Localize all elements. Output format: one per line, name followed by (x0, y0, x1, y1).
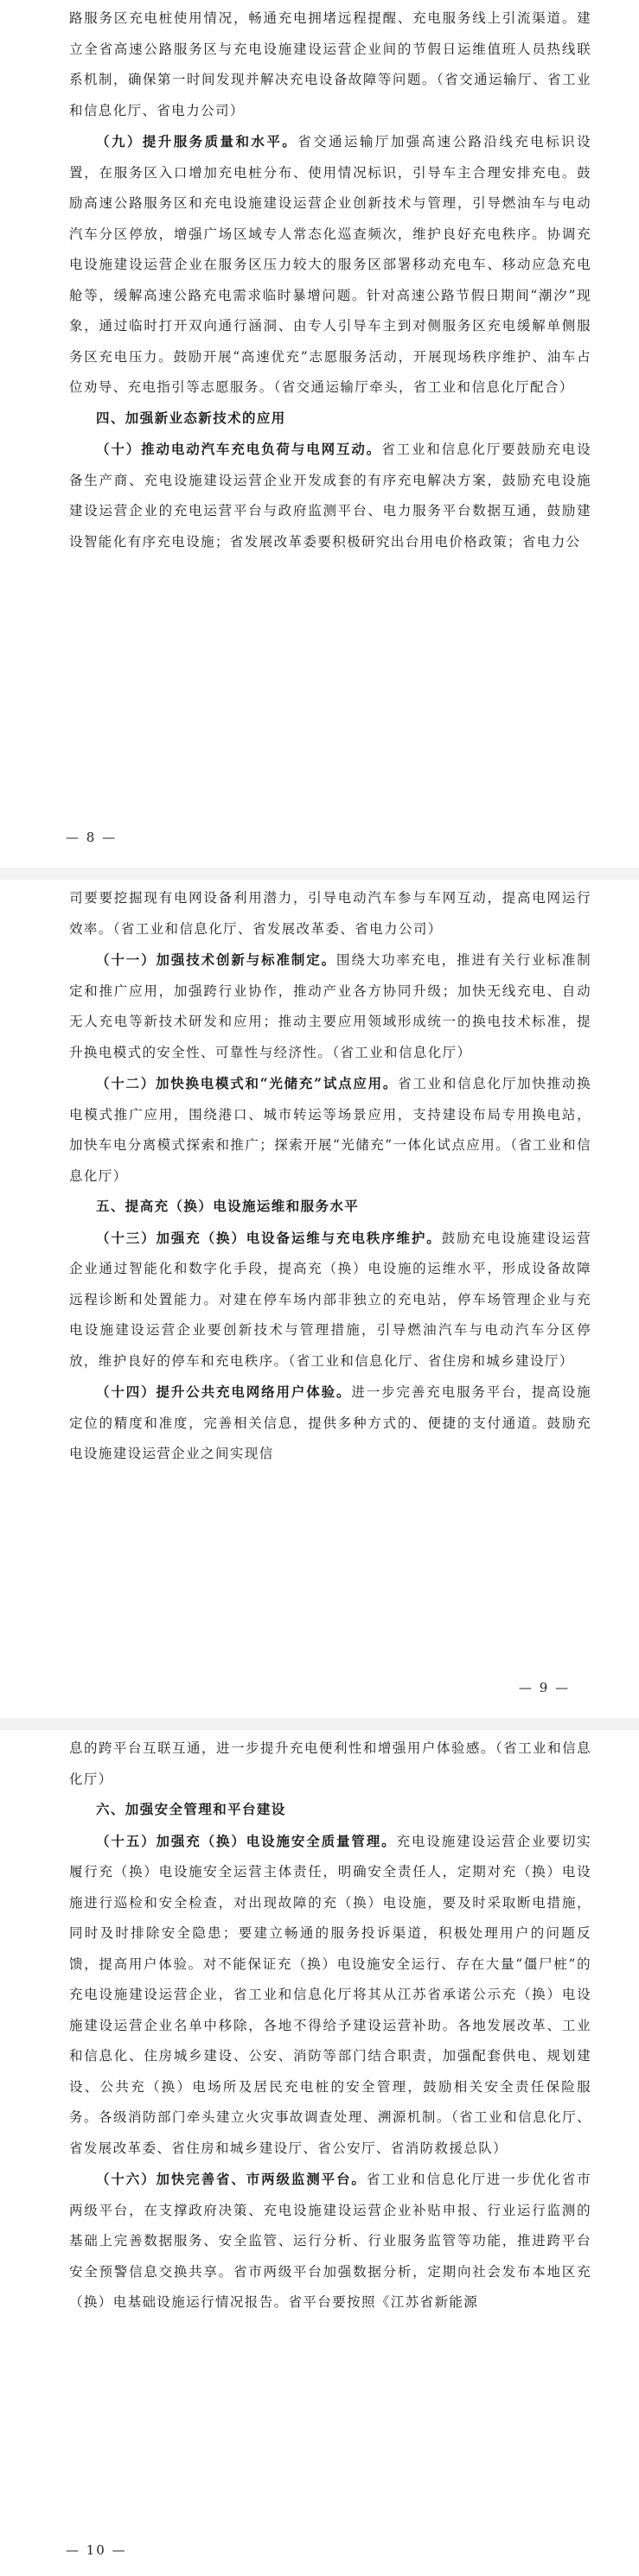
item-text: 鼓励充电设施建设运营企业通过智能化和数字化手段，提高充（换）电设施的运维水平，形成设备故障远程诊断和处置能力。对建在停车场内部非独立的充电站，停车场管理企业与充电设施建设运营企业要创新技术与管理措施，引导燃油汽车与电动汽车分区停放，维护良好的停车和充电秩序。（省工业和信息化厅、省住房和城乡建设厅） (69, 1230, 591, 1369)
item-title: （十四）提升公共充电网络用户体验。 (96, 1383, 352, 1400)
section-heading: 六、加强安全管理和平台建设 (96, 1802, 286, 1817)
page-number: — 8 — (66, 830, 118, 845)
paragraph: 路服务区充电桩使用情况，畅通充电拥堵远程提醒、充电服务线上引流渠道。建立全省高速公路服务区与充电设施建设运营企业间的节假日运维值班人员热线联系机制，确保第一时间发现并解决充电设备故障等问题。（省交通运输厅、省工业和信息化厅、省电力公司） (69, 10, 591, 118)
paragraph (69, 945, 591, 1068)
page-10-body (69, 1733, 591, 2318)
item-text: 围绕大功率充电，推进有关行业标准制定和推广应用，加强跨行业协作，推动产业各方协同升级；加快无线充电、自动无人充电等新技术研发和应用；推动主要应用领域形成统一的换电技术标准，提升换电模式的安全性、可靠性与经济性。（省工业和信息化厅） (69, 952, 591, 1060)
paragraph: 司要要挖掘现有电网设备利用潜力，引导电动汽车参与车网互动，提高电网运行效率。（省工业和信息化厅、省发展改革委、省电力公司） (69, 890, 591, 937)
item-title: （九）提升服务质量和水平。 (96, 133, 298, 149)
document-page-9 (0, 880, 639, 1718)
item-title: （十五）加强充（换）电设施安全质量管理。 (96, 1832, 397, 1849)
paragraph (69, 126, 591, 404)
page-separator (0, 868, 639, 880)
paragraph (69, 1377, 591, 1470)
item-text: 省工业和信息化厅加快推动换电模式推广应用，围绕港口、城市转运等场景应用，支持建设布局专用换电站，加快车电分离模式探索和推广；探索开展“光储充”一体化试点应用。（省工业和信息化厅） (69, 1076, 591, 1184)
item-title: （十二）加快换电模式和“光储充”试点应用。 (96, 1075, 399, 1091)
section-heading: 五、提高充（换）电设施运维和服务水平 (96, 1199, 360, 1214)
page-number: — 9 — (519, 1680, 571, 1695)
section-heading: 四、加强新业态新技术的应用 (96, 410, 286, 426)
paragraph (69, 1068, 591, 1192)
page-9-body (69, 883, 591, 1470)
item-text: 进一步完善充电服务平台，提高设施定位的精度和准度，完善相关信息，提供多种方式的、便捷的支付通道。鼓励充电设施建设运营企业之间实现信 (69, 1384, 591, 1461)
page-8-body (69, 3, 591, 557)
paragraph (69, 434, 591, 557)
item-title: （十三）加强充（换）电设备运维与充电秩序维护。 (96, 1229, 442, 1246)
page-separator (0, 1718, 639, 1730)
page-number: — 10 — (66, 2542, 127, 2558)
item-title: （十）推动电动汽车充电负荷与电网互动。 (96, 441, 382, 457)
document-page-10 (0, 1730, 639, 2576)
paragraph (69, 1223, 591, 1377)
paragraph (69, 2164, 591, 2318)
item-title: （十一）加强技术创新与标准制定。 (96, 951, 337, 968)
item-text: 充电设施建设运营企业要切实履行充（换）电设施安全运营主体责任，明确安全责任人，定期对充（换）电设施进行巡检和安全检查，对出现故障的充（换）电设施，要及时采取断电措施，同时及时排除安全隐患；要建立畅通的服务投诉渠道，积极处理用户的问题反馈，提高用户体验。对不能保证充（换）电设施安全运行、存在大量“僵尸桩”的充电设施建设运营企业，省工业和信息化厅将其从江苏省承诺公示充（换）电设施建设运营企业名单中移除，各地不得给予建设运营补助。各地发展改革、工业和信息化、住房城乡建设、公安、消防等部门结合职责，加强配套供电、规划建设、公共充（换）电场所及居民充电桩的安全管理，鼓励相关安全责任保险服务。各级消防部门牵头建立火灾事故调查处理、溯源机制。（省工业和信息化厅、省发展改革委、省住房和城乡建设厅、省公安厅、省消防救援总队） (69, 1833, 591, 2156)
item-text: 省交通运输厅加强高速公路沿线充电标识设置，在服务区入口增加充电桩分布、使用情况标识，引导车主合理安排充电。鼓励高速公路服务区和充电设施建设运营企业创新技术与管理，引导燃油车与电动汽车分区停放，增强广场区域专人常态化巡查频次，维护良好充电秩序。协调充电设施建设运营企业在服务区压力较大的服务区部署移动充电车、移动应急充电舱等，缓解高速公路充电需求临时暴增问题。针对高速公路节假日期间“潮汐”现象，通过临时打开双向通行涵洞、由专人引导车主到对侧服务区充电缓解单侧服务区充电压力。鼓励开展“高速优充”志愿服务活动，开展现场秩序维护、油车占位劝导、充电指引等志愿服务。（省交通运输厅牵头，省工业和信息化厅配合） (69, 134, 591, 395)
document-page-8 (0, 0, 639, 868)
paragraph: 息的跨平台互联互通，进一步提升充电便利性和增强用户体验感。（省工业和信息化厅） (69, 1740, 591, 1787)
item-text: 省工业和信息化厅要鼓励充电设备生产商、充电设施建设运营企业开发成套的有序充电解决方案，鼓励充电设施建设运营企业的充电运营平台与政府监测平台、电力服务平台数据互通，鼓励建设智能化有序充电设施；省发展改革委要积极研究出台用电价格政策；省电力公 (69, 442, 591, 550)
paragraph (69, 1826, 591, 2165)
item-title: （十六）加快完善省、市两级监测平台。 (96, 2171, 367, 2187)
item-text: 省工业和信息化厅进一步优化省市两级平台，在支撑政府决策、充电设施建设运营企业补贴申报、行业运行监测的基础上完善数据服务、安全监管、运行分析、行业服务监管等功能，推进跨平台安全预警信息交换共享。省市两级平台加强数据分析，定期向社会发布本地区充（换）电基础设施运行情况报告。省平台要按照《江苏省新能源 (69, 2172, 591, 2310)
